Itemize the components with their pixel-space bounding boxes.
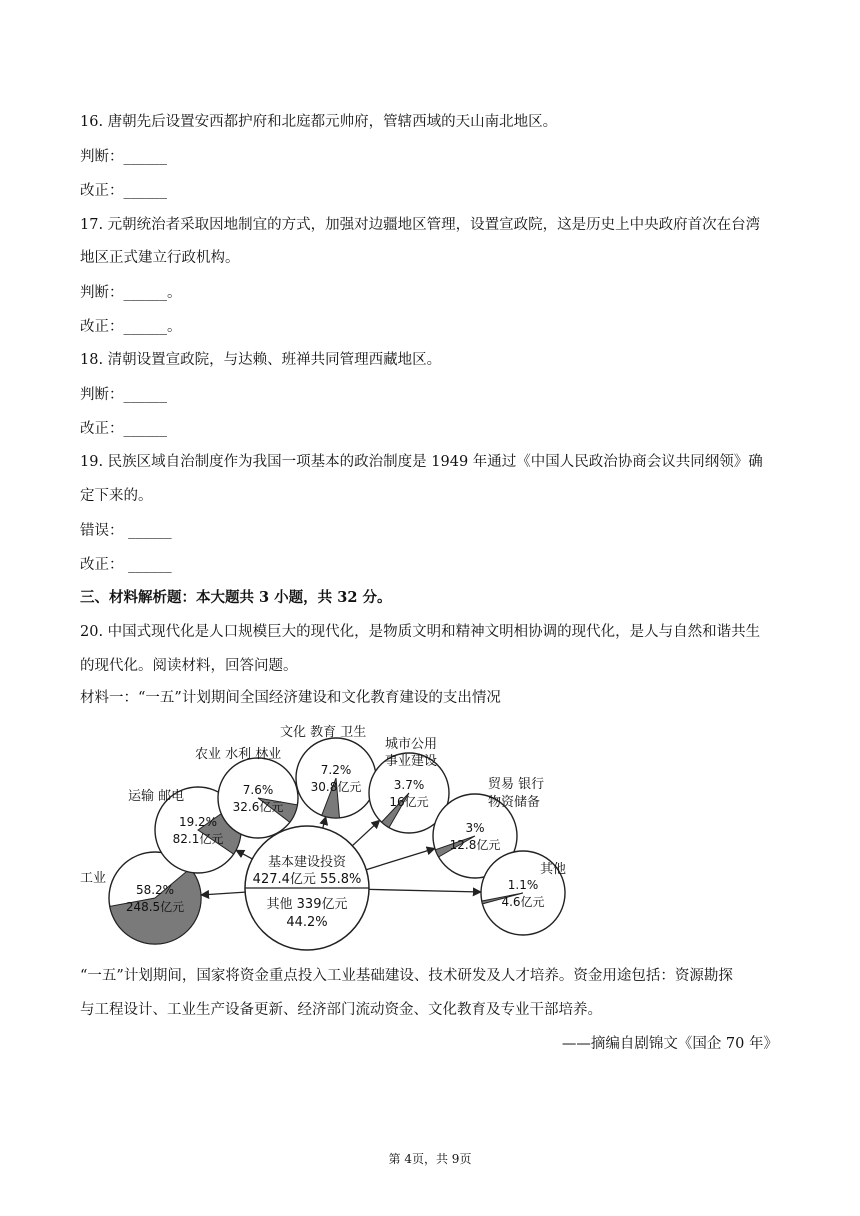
material1-para-line1: “一五”计划期间，国家将资金重点投入工业基础建设、技术研发及人才培养。资金用途包括：资源勘探 [80, 968, 733, 984]
pie-amount-industry: 248.5亿元 [125, 900, 185, 914]
pie-percent-transport: 19.2% [178, 815, 218, 829]
pie-percent-urban: 3.7% [393, 778, 425, 792]
pie-culture [296, 738, 376, 818]
center-bottom-line1: 其他 339亿元 [266, 897, 348, 912]
label-trade-line1: 贸易 银行 [488, 777, 545, 792]
q17-text-line1: 17. 元朝统治者采取因地制宜的方式，加强对边疆地区管理，设置宣政院，这是历史上中央政府首次在台湾 [80, 217, 761, 233]
section3-heading: 三、材料解析题：本大题共 3 小题，共 32 分。 [80, 589, 392, 606]
q17-judge: 判断：______。 [80, 285, 182, 301]
page-footer: 第 4页，共 9页 [388, 1152, 472, 1166]
pie-percent-industry: 58.2% [135, 883, 175, 897]
q18-correct: 改正：______ [80, 421, 167, 437]
q16-text: 16. 唐朝先后设置安西都护府和北庭都元帅府，管辖西域的天山南北地区。 [80, 114, 558, 130]
label-agriculture: 农业 水利 林业 [195, 747, 282, 762]
label-urban-line2: 事业建设 [385, 754, 438, 769]
arrow-trade [366, 848, 435, 869]
material1-para-line2: 与工程设计、工业生产设备更新、经济部门流动资金、文化教育及专业干部培养。 [80, 1002, 602, 1018]
pie-percent-agriculture: 7.6% [242, 783, 274, 797]
pie-agriculture [218, 758, 298, 838]
q18-text: 18. 清朝设置宣政院，与达赖、班禅共同管理西藏地区。 [80, 352, 442, 368]
pie-amount-agriculture: 32.6亿元 [232, 800, 284, 814]
pie-percent-trade: 3% [465, 821, 485, 835]
arrow-urban [352, 820, 379, 845]
material1-title: 材料一：“一五”计划期间全国经济建设和文化教育建设的支出情况 [80, 690, 501, 706]
pie-amount-urban: 16亿元 [389, 795, 429, 809]
pie-amount-transport: 82.1亿元 [172, 832, 224, 846]
pie-amount-culture: 30.8亿元 [310, 780, 362, 794]
center-top-line2: 427.4亿元 55.8% [252, 872, 362, 887]
label-urban-line1: 城市公用 [385, 737, 438, 752]
q17-correct: 改正：______。 [80, 319, 182, 335]
pie-percent-other: 1.1% [507, 878, 539, 892]
q16-correct: 改正：______ [80, 183, 167, 199]
pie-amount-other: 4.6亿元 [501, 895, 545, 909]
investment-figure [80, 718, 600, 958]
q20-text-line1: 20. 中国式现代化是人口规模巨大的现代化，是物质文明和精神文明相协调的现代化，是人与自然和谐共生 [80, 624, 761, 640]
q20-text-line2: 的现代化。阅读材料，回答问题。 [80, 658, 298, 674]
arrow-industry [201, 892, 245, 895]
label-other: 其他 [540, 862, 567, 877]
material1-source: ——摘编自剧锦文《国企 70 年》 [561, 1036, 778, 1052]
pie-percent-culture: 7.2% [320, 763, 352, 777]
q18-judge: 判断：______ [80, 387, 167, 403]
center-top-line1: 基本建设投资 [267, 855, 347, 870]
q19-correct: 改正： ______ [80, 557, 172, 573]
label-culture: 文化 教育 卫生 [280, 725, 367, 740]
pie-amount-trade: 12.8亿元 [449, 838, 501, 852]
q19-text-line2: 定下来的。 [80, 488, 153, 504]
arrow-transport [236, 850, 252, 859]
label-industry: 工业 [80, 871, 107, 886]
q17-text-line2: 地区正式建立行政机构。 [80, 250, 240, 266]
q19-error: 错误： ______ [80, 523, 172, 539]
label-trade-line2: 物资储备 [488, 795, 541, 810]
q16-judge: 判断：______ [80, 149, 167, 165]
arrow-other [369, 889, 481, 892]
q19-text-line1: 19. 民族区域自治制度作为我国一项基本的政治制度是 1949 年通过《中国人民政治协商会议共同纲领》确 [80, 454, 763, 470]
arrow-culture [323, 817, 326, 828]
center-bottom-line2: 44.2% [286, 915, 328, 930]
center-pie [245, 826, 369, 950]
label-transport: 运输 邮电 [128, 789, 185, 804]
